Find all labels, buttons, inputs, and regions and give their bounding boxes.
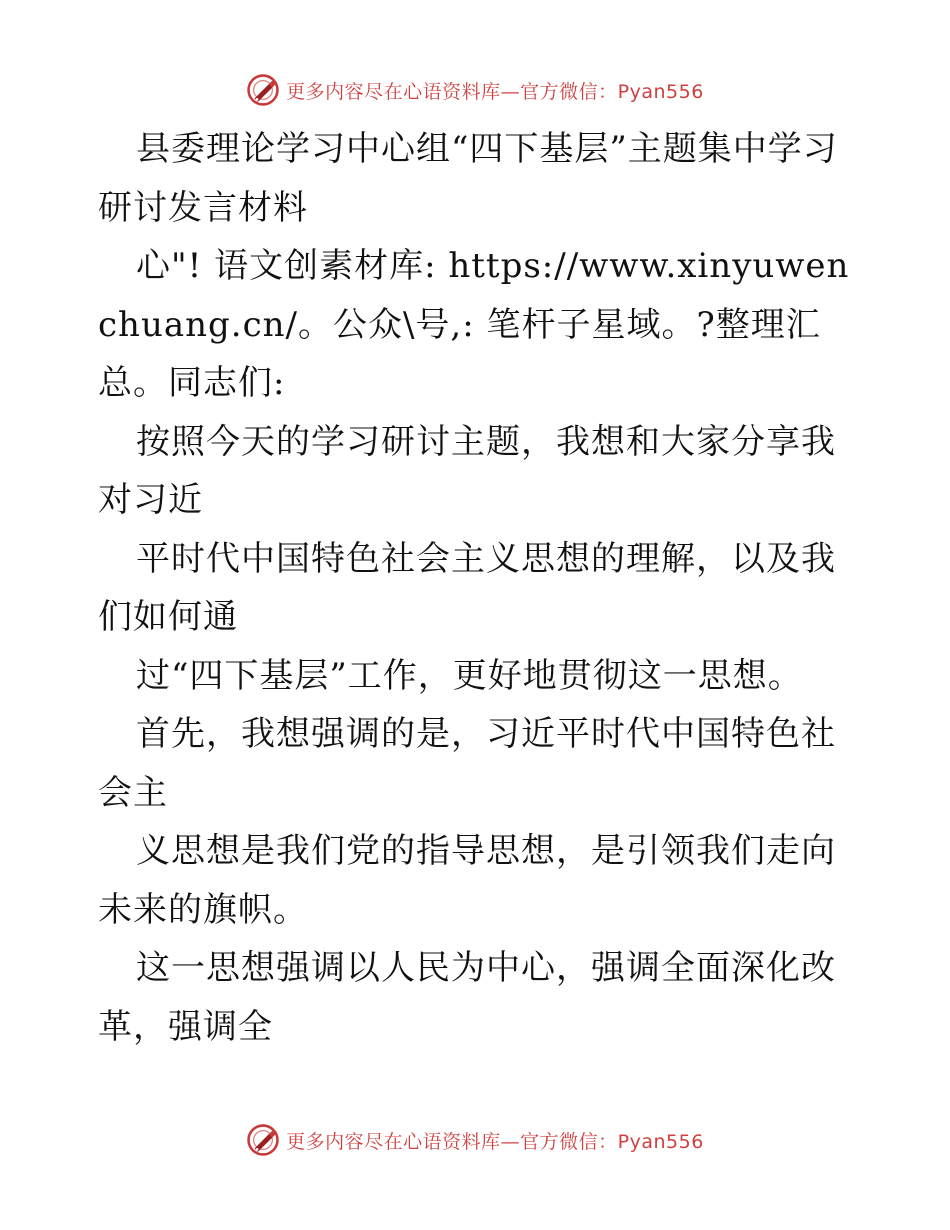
footer-banner-text: 更多内容尽在心语资料库—官方微信：Pyan556 <box>286 1130 704 1153</box>
pen-nib-logo-icon <box>246 73 280 107</box>
document-paragraph: 义思想是我们党的指导思想，是引领我们走向未来的旗帜。 <box>98 831 836 930</box>
document-body <box>98 120 858 1056</box>
document-paragraph: 平时代中国特色社会主义思想的理解，以及我们如何通 <box>98 538 836 637</box>
document-paragraph: 心"! 语文创素材库: https://www.xinyuwenchuang.cn/。公众\号,: 笔杆子星域。?整理汇总。同志们: <box>98 246 850 403</box>
document-paragraph: 首先，我想强调的是，习近平时代中国特色社会主 <box>98 714 836 813</box>
document-paragraph: 按照今天的学习研讨主题，我想和大家分享我对习近 <box>98 421 836 520</box>
footer-wechat-id: Pyan556 <box>617 1130 704 1153</box>
header-wechat-id: Pyan556 <box>617 80 704 103</box>
document-title: 县委理论学习中心组“四下基层”主题集中学习研讨发言材料 <box>98 129 838 228</box>
document-paragraph: 过“四下基层”工作，更好地贯彻这一思想。 <box>136 655 803 696</box>
header-banner <box>0 70 950 110</box>
document-paragraph: 这一思想强调以人民为中心，强调全面深化改革，强调全 <box>98 948 836 1047</box>
footer-banner <box>0 1120 950 1160</box>
header-banner-text: 更多内容尽在心语资料库—官方微信：Pyan556 <box>286 80 704 103</box>
pen-nib-logo-icon <box>246 1123 280 1157</box>
